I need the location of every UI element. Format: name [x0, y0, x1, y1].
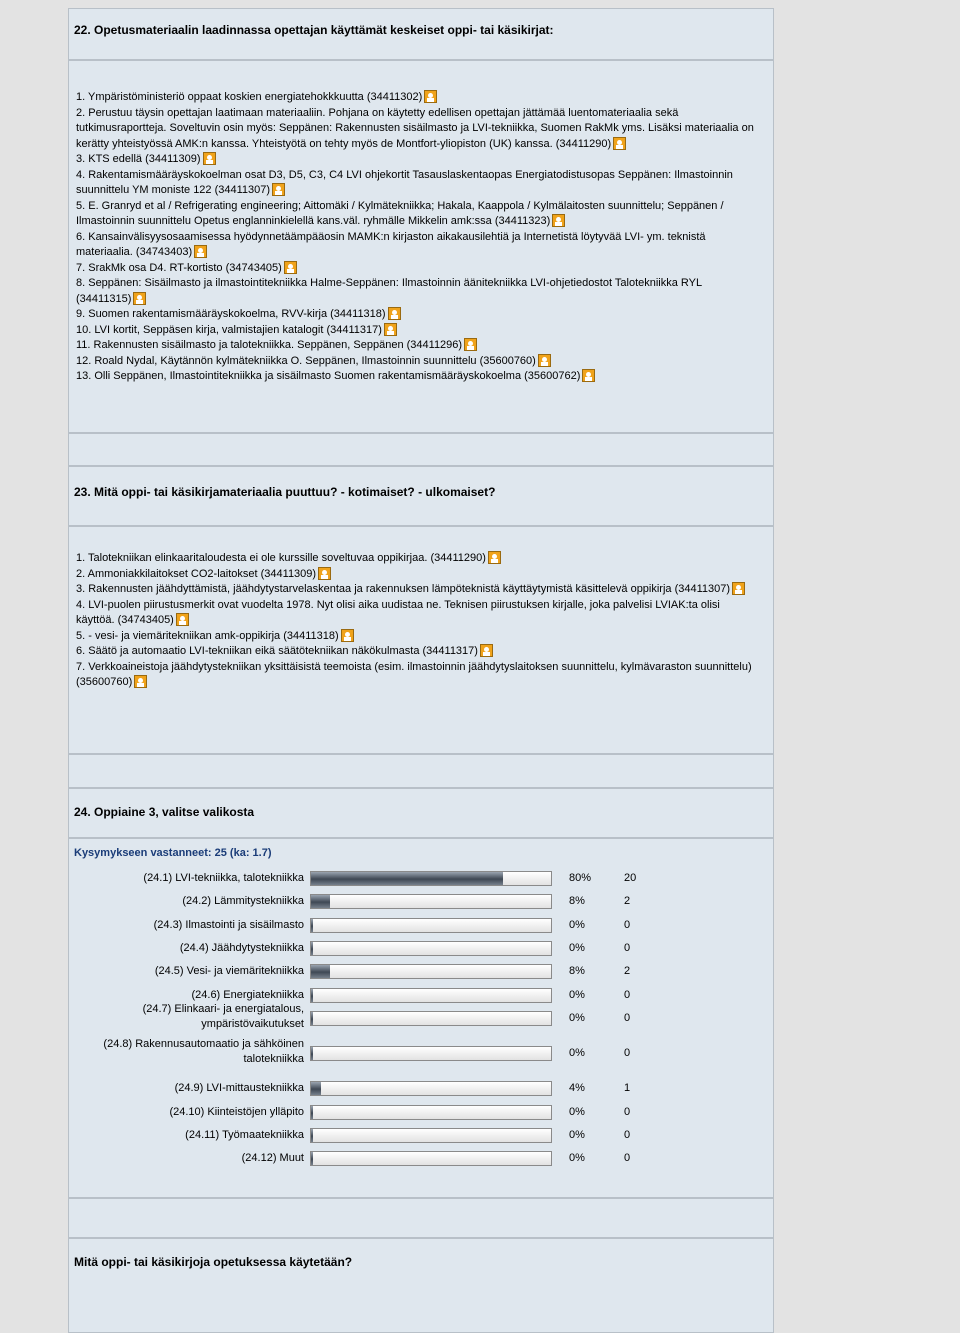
percent-label: 0% — [569, 989, 585, 1001]
q24-title: 24. Oppiaine 3, valitse valikosta — [74, 805, 255, 819]
answer-text: 3. KTS edellä (34411309) — [76, 153, 201, 165]
footer-title-panel — [68, 1238, 774, 1333]
bar-track — [310, 1151, 552, 1166]
chart-row — [70, 894, 770, 916]
answer-text: 11. Rakennusten sisäilmasto ja talotekniikka. Seppänen, Seppänen (34411296) — [76, 339, 463, 351]
chart-row — [70, 1128, 770, 1150]
percent-label: 0% — [569, 1047, 585, 1059]
count-label: 20 — [624, 872, 637, 884]
bar — [311, 1012, 313, 1025]
category-label: (24.4) Jäähdytystekniikka — [179, 942, 304, 954]
count-label: 0 — [624, 989, 631, 1001]
answer-text: 7. Verkkoaineistoja jäähdytystekniikan yksittäisistä teemoista (esim. ilmastoinnin jäähdytyslaitoksen suunnittelu, kylmävaraston suunnittelu) (35600760) — [76, 660, 752, 688]
bar-track — [310, 1128, 552, 1143]
bar-track — [310, 918, 552, 933]
answer-item — [76, 168, 756, 199]
answer-item — [76, 323, 756, 339]
bar — [311, 1152, 313, 1165]
category-label: (24.12) Muut — [241, 1152, 304, 1164]
spacer-panel-1 — [68, 433, 774, 466]
bar — [311, 942, 313, 955]
answer-text: 1. Talotekniikan elinkaaritaloudesta ei ole kurssille soveltuvaa oppikirjaa. (34411290) — [76, 552, 486, 564]
category-label: (24.8) Rakennusautomaatio ja sähköinen talotekniikka — [103, 1038, 304, 1065]
answer-text: 10. LVI kortit, Seppäsen kirja, valmistajien katalogit (34411317) — [76, 323, 382, 336]
count-label: 1 — [624, 1082, 631, 1094]
bar — [311, 1082, 321, 1095]
answer-item — [76, 261, 756, 277]
category-label: (24.6) Energiatekniikka — [191, 989, 304, 1001]
answer-item — [76, 90, 756, 106]
answer-text: 13. Olli Seppänen, Ilmastointitekniikka ja sisäilmasto Suomen rakentamismääräyskokoelma (35600762) — [76, 370, 581, 382]
picture-icon[interactable] — [464, 338, 477, 351]
picture-icon[interactable] — [613, 137, 626, 150]
chart-row — [70, 1003, 770, 1033]
chart-row — [70, 964, 770, 986]
bar-track — [310, 964, 552, 979]
count-label: 0 — [624, 919, 631, 931]
answer-text: 12. Roald Nydal, Käytännön kylmätekniikka O. Seppänen, Ilmastoinnin suunnittelu (35600760) — [76, 354, 536, 367]
spacer-panel-3 — [68, 1198, 774, 1238]
count-label: 2 — [624, 965, 631, 977]
percent-label: 0% — [569, 1106, 585, 1118]
q22-title: 22. Opetusmateriaalin laadinnassa opettajan käyttämät keskeiset oppi- tai käsikirjat: — [74, 23, 554, 37]
percent-label: 0% — [569, 919, 585, 931]
picture-icon[interactable] — [488, 551, 501, 564]
picture-icon[interactable] — [134, 675, 147, 688]
percent-label: 8% — [569, 895, 585, 907]
answer-text: 4. LVI-puolen piirustusmerkit ovat vuodelta 1978. Nyt olisi aika uudistaa ne. Teknisen piirustuksen kirjalle, joka palvelisi LVIAK:ta olisi käyttöä. (34743405) — [76, 598, 720, 626]
chart-row — [70, 1151, 770, 1173]
answer-item — [76, 369, 756, 385]
percent-label: 80% — [569, 872, 592, 884]
percent-label: 0% — [569, 942, 585, 954]
count-label: 0 — [624, 1047, 631, 1059]
answer-item — [76, 660, 756, 691]
category-label: (24.7) Elinkaari- ja energiatalous, ympäristövaikutukset — [142, 1003, 304, 1030]
count-label: 0 — [624, 1106, 631, 1118]
answer-text: 9. Suomen rakentamismääräyskokoelma, RVV-kirja (34411318) — [76, 308, 386, 320]
count-label: 0 — [624, 942, 631, 954]
answer-item — [76, 276, 756, 307]
answer-text: 4. Rakentamismääräyskokoelman osat D3, D5, C3, C4 LVI ohjekortit Tasauslaskentaopas Energiatodistusopas Seppänen: Ilmastoinnin suunnittelu YM moniste 122 (34411307) — [76, 168, 733, 196]
spacer-panel-2 — [68, 754, 774, 788]
chart-row — [70, 1081, 770, 1103]
bar-track — [310, 988, 552, 1003]
percent-label: 0% — [569, 1012, 585, 1024]
category-label: (24.11) Työmaatekniikka — [185, 1129, 304, 1141]
picture-icon[interactable] — [194, 245, 207, 258]
answer-text: 1. Ympäristöministeriö oppaat koskien energiatehokkkuutta (34411302) — [76, 91, 423, 103]
answer-item — [76, 598, 756, 629]
chart-row — [70, 871, 770, 893]
percent-label: 0% — [569, 1129, 585, 1141]
answer-text: 7. SrakMk osa D4. RT-kortisto (34743405) — [76, 261, 282, 274]
answer-item — [76, 230, 756, 261]
answer-item — [76, 307, 756, 323]
count-label: 0 — [624, 1152, 631, 1164]
picture-icon[interactable] — [582, 369, 595, 382]
count-label: 2 — [624, 895, 631, 907]
footer-title: Mitä oppi- tai käsikirjoja opetuksessa käytetään? — [74, 1255, 353, 1269]
answer-item — [76, 106, 756, 153]
answer-text: 6. Kansainvälisyysosaamisessa hyödynnetäämpääosin MAMK:n kirjaston aikakausilehtiä ja Internetistä löytyvää LVI- ym. teknistä materiaalia. (34743403) — [76, 230, 706, 258]
q23-answer-list — [76, 551, 756, 691]
picture-icon[interactable] — [424, 90, 437, 103]
bar — [311, 1129, 313, 1142]
bar — [311, 895, 330, 908]
answer-item — [76, 152, 756, 168]
bar — [311, 872, 503, 885]
answer-item — [76, 551, 756, 567]
q23-title: 23. Mitä oppi- tai käsikirjamateriaalia puuttuu? - kotimaiset? - ulkomaiset? — [74, 485, 496, 499]
picture-icon[interactable] — [538, 354, 551, 367]
bar-track — [310, 1011, 552, 1026]
bar — [311, 919, 313, 932]
bar — [311, 1106, 313, 1119]
percent-label: 0% — [569, 1152, 585, 1164]
answer-text: 8. Seppänen: Sisäilmasto ja ilmastointitekniikka Halme-Seppänen: Ilmastoinnin äänitekniikka LVI-ohjetiedostot Talotekniikka RYL (34411315) — [76, 277, 702, 305]
q24-respondent-stat: Kysymykseen vastanneet: 25 (ka: 1.7) — [74, 847, 272, 859]
bar-track — [310, 941, 552, 956]
chart-row — [70, 941, 770, 963]
category-label: (24.5) Vesi- ja viemäritekniikka — [154, 965, 304, 977]
bar — [311, 989, 313, 1002]
category-label: (24.10) Kiinteistöjen ylläpito — [169, 1106, 304, 1118]
answer-text: 5. E. Granryd et al / Refrigerating engineering; Aittomäki / Kylmätekniikka; Hakala, Kaappola / Kylmälaitosten suunnittelu; Seppänen / Ilmastoinnin suunnittelu Opetus englanninkielellä kans.väl. ryhmälle Mikkelin amk:ssa (34411323) — [76, 199, 724, 227]
count-label: 0 — [624, 1012, 631, 1024]
picture-icon[interactable] — [284, 261, 297, 274]
picture-icon[interactable] — [341, 629, 354, 642]
picture-icon[interactable] — [133, 292, 146, 305]
answer-text: 3. Rakennusten jäähdyttämistä, jäähdytystarvelaskentaa ja rakennuksen lämpöteknistä käyttäytymistä käsittelevä oppikirja (34411307) — [76, 583, 731, 595]
bar — [311, 965, 330, 978]
answer-item — [76, 199, 756, 230]
answer-item — [76, 354, 756, 370]
q22-answer-list — [76, 90, 756, 385]
count-label: 0 — [624, 1129, 631, 1141]
category-label: (24.1) LVI-tekniikka, talotekniikka — [143, 872, 304, 884]
bar-track — [310, 1081, 552, 1096]
answer-text: 6. Säätö ja automaatio LVI-tekniikan eikä säätötekniikan näkökulmasta (34411317) — [76, 645, 478, 657]
picture-icon[interactable] — [388, 307, 401, 320]
picture-icon[interactable] — [203, 152, 216, 165]
bar-track — [310, 1105, 552, 1120]
answer-item — [76, 582, 756, 598]
answer-item — [76, 629, 756, 645]
chart-row — [70, 1105, 770, 1127]
picture-icon[interactable] — [318, 567, 331, 580]
answer-item — [76, 567, 756, 583]
bar — [311, 1047, 313, 1060]
answer-text: 5. - vesi- ja viemäritekniikan amk-oppikirja (34411318) — [76, 629, 339, 642]
picture-icon[interactable] — [552, 214, 565, 227]
bar-track — [310, 894, 552, 909]
chart-row — [70, 1038, 770, 1068]
answer-item — [76, 644, 756, 660]
picture-icon[interactable] — [176, 613, 189, 626]
picture-icon[interactable] — [732, 582, 745, 595]
category-label: (24.2) Lämmitystekniikka — [182, 895, 304, 907]
picture-icon[interactable] — [384, 323, 397, 336]
bar-track — [310, 1046, 552, 1061]
picture-icon[interactable] — [480, 644, 493, 657]
answer-text: 2. Ammoniakkilaitokset CO2-laitokset (34411309) — [76, 567, 317, 580]
picture-icon[interactable] — [272, 183, 285, 196]
bar-track — [310, 871, 552, 886]
answer-item — [76, 338, 756, 354]
answer-text: 2. Perustuu täysin opettajan laatimaan materiaaliin. Pohjana on käytetty edellisen opettajan jättämää luentomateriaalia sekä tutkimusraportteja. Soveltuvin osin myös: Seppänen: Rakennusten sisäilmasto ja LVI-tekniikka, Suomen RakMk yms. Lisäksi materiaalia on kerätty yhteistyössä AMK:n kanssa. Yhteistyötä on tehty myös de Montfort-yliopiston (UK) kanssa. (34411290) — [76, 106, 754, 150]
percent-label: 4% — [569, 1082, 585, 1094]
percent-label: 8% — [569, 965, 585, 977]
chart-row — [70, 918, 770, 940]
category-label: (24.3) Ilmastointi ja sisäilmasto — [153, 919, 304, 931]
category-label: (24.9) LVI-mittaustekniikka — [174, 1082, 304, 1094]
